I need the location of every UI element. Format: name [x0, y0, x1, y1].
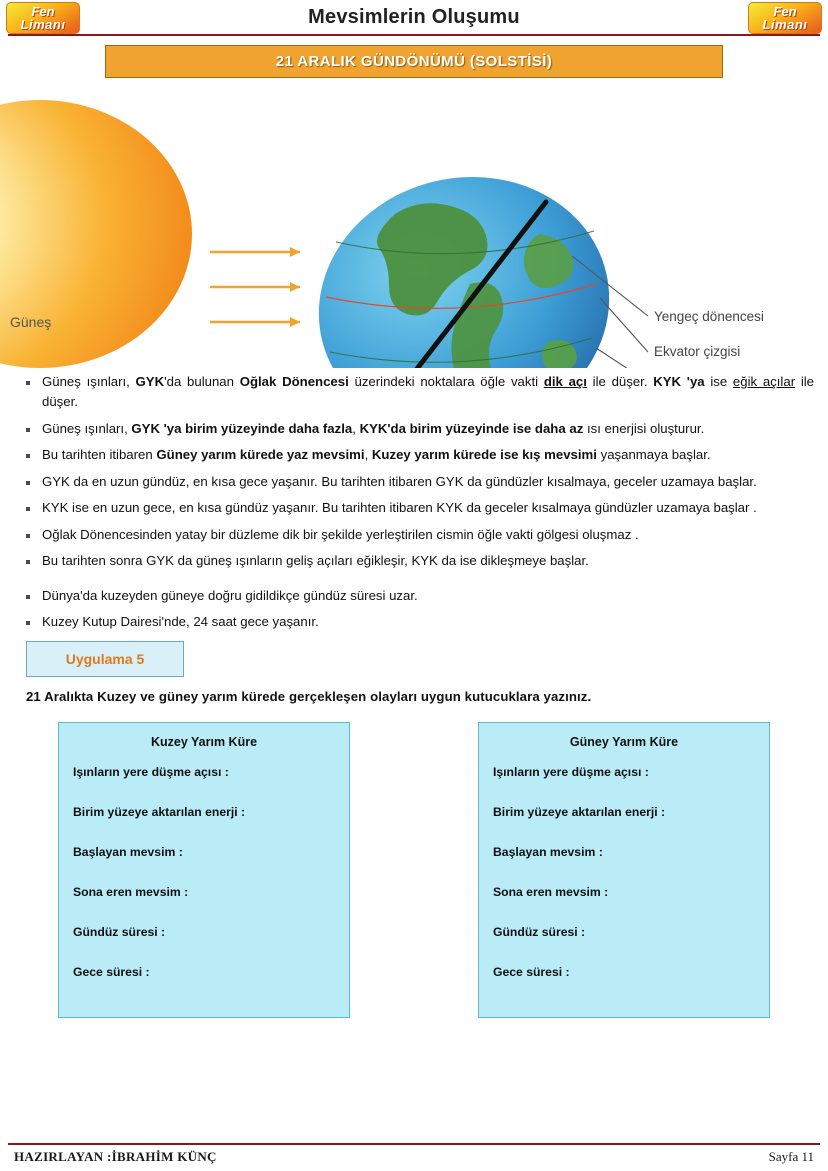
- solstice-diagram: [0, 84, 828, 368]
- footer-author: HAZIRLAYAN :İBRAHİM KÜNÇ: [14, 1149, 217, 1164]
- bullet-marker-icon: [26, 534, 30, 538]
- list-item: [26, 419, 814, 439]
- bullet-marker-icon: [26, 595, 30, 599]
- list-gap: [26, 578, 814, 586]
- box-field[interactable]: Işınların yere düşme açısı :: [493, 764, 649, 779]
- bullet-marker-icon: [26, 381, 30, 385]
- activity-badge-wrap: [26, 641, 828, 677]
- list-item: [26, 551, 814, 571]
- bullet-marker-icon: [26, 507, 30, 511]
- footer-divider: [8, 1143, 820, 1145]
- logo-line2: Limanı: [762, 17, 808, 32]
- bullet-marker-icon: [26, 454, 30, 458]
- answer-box-south[interactable]: [478, 722, 770, 1018]
- list-item-text: Dünya'da kuzeyden güneye doğru gidildikçe gündüz süresi uzar.: [42, 587, 418, 603]
- answer-box-north[interactable]: [58, 722, 350, 1018]
- list-item-text: KYK ise en uzun gece, en kısa gündüz yaşanır. Bu tarihten itibaren KYK da geceler kısalmaya gündüzler uzamaya başlar .: [42, 500, 757, 516]
- list-item: [26, 445, 814, 465]
- list-item-text: GYK da en uzun gündüz, en kısa gece yaşanır. Bu tarihten itibaren GYK da gündüzler kısalmaya, geceler uzamaya başlar.: [42, 473, 757, 489]
- page-header: [0, 0, 828, 34]
- box-field[interactable]: Başlayan mevsim :: [73, 844, 183, 859]
- bullet-marker-icon: [26, 428, 30, 432]
- logo-line1: Fen: [773, 4, 797, 19]
- list-item-text: Oğlak Dönencesinden yatay bir düzleme dik bir şekilde yerleştirilen cismin öğle vakti gölgesi oluşmaz .: [42, 526, 639, 542]
- activity-badge: Uygulama 5: [26, 641, 184, 677]
- label-tropic-cancer: Yengeç dönencesi: [654, 309, 764, 324]
- logo-line1: Fen: [31, 4, 55, 19]
- box-title: Güney Yarım Küre: [569, 734, 679, 749]
- footer-page-number: Sayfa 11: [768, 1149, 814, 1164]
- box-field[interactable]: Gece süresi :: [73, 964, 150, 979]
- section-title-band: [105, 45, 723, 78]
- header-divider: [8, 34, 820, 36]
- earth-globe: [293, 148, 635, 368]
- section-title-wrap: [0, 45, 828, 78]
- box-title: Kuzey Yarım Küre: [150, 734, 258, 749]
- answer-boxes: [0, 722, 828, 1018]
- page-title: Mevsimlerin Oluşumu: [308, 5, 520, 28]
- box-field[interactable]: Gece süresi :: [493, 964, 570, 979]
- bullet-marker-icon: [26, 621, 30, 625]
- list-item: [26, 472, 814, 492]
- list-item-text: Kuzey Kutup Dairesi'nde, 24 saat gece yaşanır.: [42, 614, 319, 630]
- list-item: [26, 498, 814, 518]
- box-field[interactable]: Sona eren mevsim :: [73, 884, 189, 899]
- box-field[interactable]: Birim yüzeye aktarılan enerji :: [493, 804, 666, 819]
- section-title-text: 21 ARALIK GÜNDÖNÜMÜ (SOLSTİSİ): [275, 53, 553, 70]
- bullet-marker-icon: [26, 560, 30, 564]
- sun-label: Güneş: [10, 314, 52, 330]
- list-item-text: Bu tarihten itibaren Güney yarım kürede yaz mevsimi, Kuzey yarım kürede ise kış mevsimi yaşanmaya başlar.: [42, 447, 711, 463]
- activity-instruction: 21 Aralıkta Kuzey ve güney yarım kürede gerçekleşen olayları uygun kutucuklara yazınız.: [26, 688, 592, 704]
- label-equator: Ekvator çizgisi: [654, 344, 741, 359]
- box-field[interactable]: Işınların yere düşme açısı :: [73, 764, 229, 779]
- logo-right: [748, 2, 822, 34]
- box-field[interactable]: Başlayan mevsim :: [493, 844, 603, 859]
- list-item-text: Bu tarihten sonra GYK da güneş ışınların geliş açıları eğikleşir, KYK da ise dikleşmeye başlar.: [42, 553, 589, 569]
- list-item: [26, 586, 814, 606]
- box-field[interactable]: Sona eren mevsim :: [493, 884, 609, 899]
- page-footer: [0, 1143, 828, 1165]
- facts-list: [26, 372, 814, 633]
- logo-left: [6, 2, 80, 34]
- list-item: [26, 612, 814, 632]
- list-item: [26, 525, 814, 545]
- list-item: [26, 372, 814, 413]
- box-field[interactable]: Gündüz süresi :: [493, 924, 586, 939]
- sun-rays: [210, 247, 300, 327]
- list-item-text: Güneş ışınları, GYK 'ya birim yüzeyinde daha fazla, KYK'da birim yüzeyinde ise daha az ısı enerjisi oluşturur.: [42, 420, 705, 436]
- box-field[interactable]: Birim yüzeye aktarılan enerji :: [73, 804, 246, 819]
- logo-line2: Limanı: [20, 17, 66, 32]
- bullet-marker-icon: [26, 481, 30, 485]
- list-item-text: Güneş ışınları, GYK'da bulunan Oğlak Dönencesi üzerindeki noktalara öğle vakti dik açı ile düşer. KYK 'ya ise eğik açılar ile düşer.: [42, 374, 815, 410]
- box-field[interactable]: Gündüz süresi :: [73, 924, 166, 939]
